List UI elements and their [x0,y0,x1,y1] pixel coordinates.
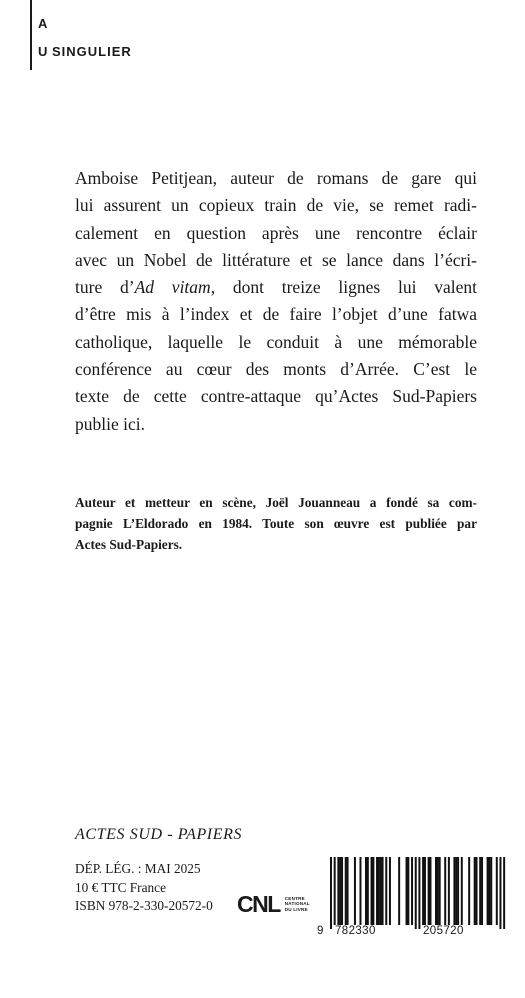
barcode-bar [418,857,420,929]
barcode-bar [422,857,424,925]
barcode-bar [490,857,492,925]
cnl-logo [237,884,310,924]
barcode-bars [317,857,507,929]
barcode-bar [461,857,463,925]
barcode-bar [479,857,481,925]
cnl-caption-line: DU LIVRE [284,906,308,912]
barcode-bar [365,857,367,925]
isbn: ISBN 978-2-330-20572-0 [75,898,213,913]
barcode-bar [439,857,441,925]
barcode-bar [468,857,470,925]
series-letter-a: A [38,16,48,31]
barcode-bar [371,857,373,925]
bio-line: Actes Sud-Papiers. [75,537,183,552]
publisher-logo: ACTES SUD - PAPIERS [75,826,243,843]
barcode-bar [474,857,476,925]
barcode-bar [334,857,336,929]
barcode-group-right: 205720 [423,925,464,937]
barcode-first-digit: 9 [317,925,324,937]
bio-line: pagnie L’Eldorado en 1984. Toute son œuvre est publiée par [75,516,477,531]
vertical-rule [30,0,32,70]
series-name: SINGULIER [52,44,132,59]
legal-info [75,860,213,916]
barcode-bar [372,857,374,925]
barcode-bar [398,857,400,925]
barcode-bar [354,857,356,925]
barcode-bar [444,857,446,925]
blurb-line: publie ici. [75,413,145,434]
barcode-bar [367,857,369,925]
price: 10 € TTC France [75,879,166,895]
legal-deposit: DÉP. LÉG. : MAI 2025 [75,861,201,876]
blurb-fragment: , dont treize lignes lui valent [210,277,477,298]
barcode-bar [488,857,490,925]
barcode-bar [385,857,387,925]
barcode-bar [476,857,478,925]
barcode-bar [378,857,380,925]
barcode-bar [457,857,459,925]
barcode-bar [499,857,501,929]
blurb-line: lui assurent un copieux train de vie, se remet radi- [75,195,477,216]
barcode-bar [406,857,408,925]
barcode-bar [411,857,413,925]
barcode-bar [487,857,489,925]
barcode-bar [359,857,361,925]
blurb-line: avec un Nobel de littérature et se lance dans l’écri- [75,249,477,270]
barcode-bar [330,857,332,929]
series-letter-u: U [38,44,48,59]
barcode-bar [453,857,455,925]
blurb-line: texte de cette contre-attaque qu’Actes Sud-Papiers [75,386,477,407]
barcode-bar [424,857,426,925]
blurb-line: d’être mis à l’index et de faire l’objet d’une fatwa [75,304,477,325]
barcode-bar [380,857,382,925]
barcode-bar [415,857,417,929]
cnl-caption-line: CENTRE [284,895,305,901]
barcode-bar [428,857,430,925]
barcode-bar [389,857,391,925]
barcode-bar [435,857,437,925]
blurb-line: conférence au cœur des monts d’Arrée. C’est le [75,359,477,380]
barcode-bar [481,857,483,925]
barcode-bar [347,857,349,925]
blurb-fragment: ture d’ [75,277,135,298]
barcode-group-left: 782330 [335,925,376,937]
cnl-mark: CNL [237,890,280,917]
back-cover-blurb [75,165,477,438]
barcode-bar [437,857,439,925]
barcode-bar [339,857,341,925]
cnl-caption-line: NATIONAL [284,901,310,907]
barcode-bar [496,857,498,925]
blurb-line: catholique, laquelle le conduit à une mémorable [75,331,477,352]
barcode-bar [448,857,450,925]
barcode-bar [345,857,347,925]
barcode-bar [337,857,339,925]
blurb-line [75,274,477,301]
blurb-line: Amboise Petitjean, auteur de romans de gare qui [75,168,477,188]
blurb-line: calement en question après une rencontre éclair [75,222,477,243]
bio-line: Auteur et metteur en scène, Joël Jouanneau a fondé sa com- [75,495,477,510]
cnl-caption [285,896,310,912]
barcode-bar [376,857,378,925]
barcode-bar [455,857,457,925]
barcode-bar [503,857,505,929]
barcode-bar [382,857,384,925]
book-title: Ad vitam [134,277,211,298]
barcode-bar [429,857,431,925]
isbn-barcode [317,857,507,942]
barcode-bar [341,857,343,925]
barcode-bar [407,857,409,925]
author-bio [75,492,477,555]
